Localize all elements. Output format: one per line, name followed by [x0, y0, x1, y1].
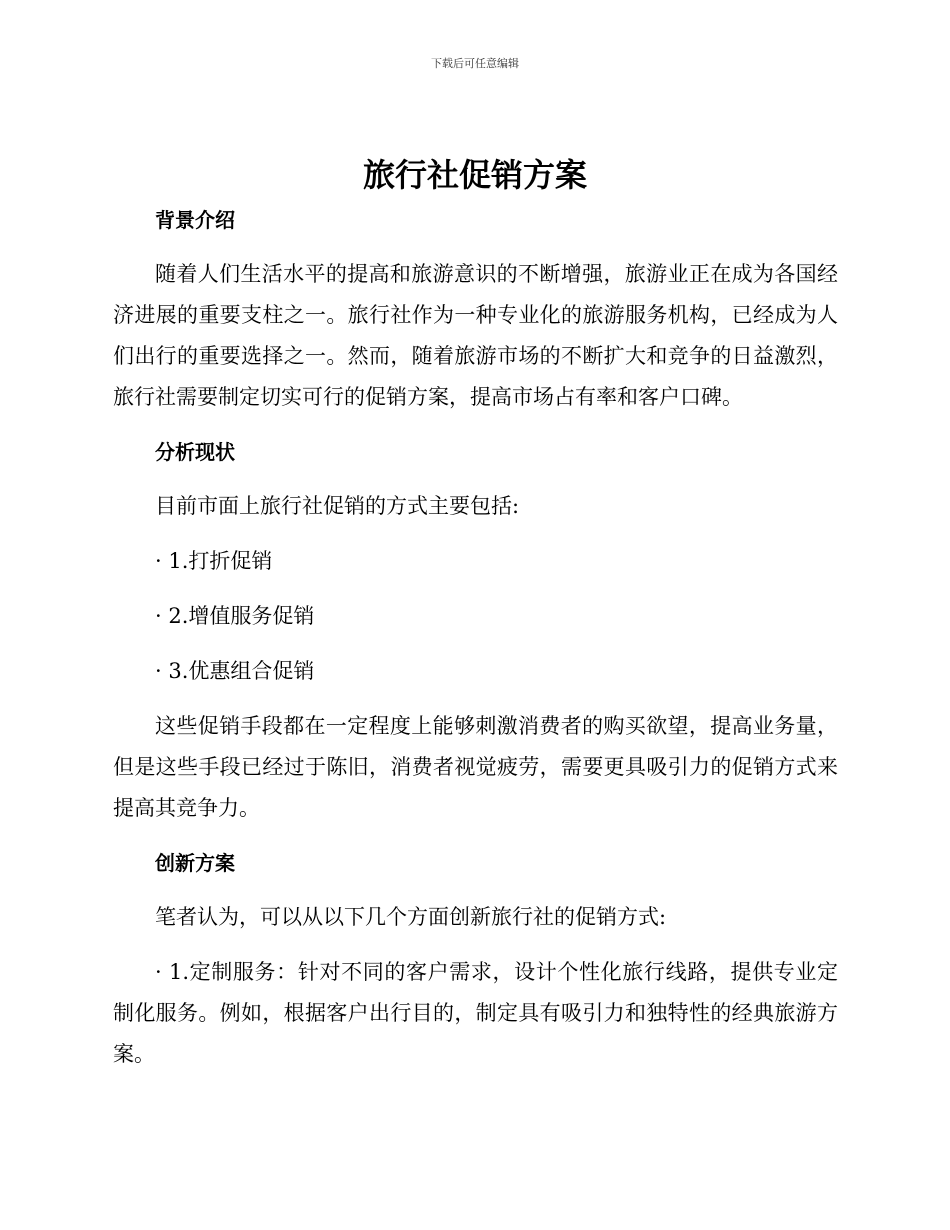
- section-heading-background: 背景介绍: [155, 208, 235, 232]
- document-title: 旅行社促销方案: [362, 156, 587, 194]
- document-body: [113, 200, 838, 1075]
- list-item: · 2.增值服务促销: [155, 604, 315, 628]
- section-heading-innovation: 创新方案: [155, 851, 235, 875]
- section-heading-analysis: 分析现状: [155, 440, 235, 464]
- innovation-intro: 笔者认为，可以从以下几个方面创新旅行社的促销方式:: [155, 905, 667, 929]
- list-item: · 1.打折促销: [155, 549, 273, 573]
- page-header-note: 下载后可任意编辑: [431, 57, 519, 70]
- list-item: · 1.定制服务：针对不同的客户需求，设计个性化旅行线路，提供专业定制化服务。例如，根据客户出行目的，制定具有吸引力和独特性的经典旅游方案。: [113, 960, 838, 1066]
- list-item: · 3.优惠组合促销: [155, 659, 315, 683]
- background-paragraph: 随着人们生活水平的提高和旅游意识的不断增强，旅游业正在成为各国经济进展的重要支柱之一。旅行社作为一种专业化的旅游服务机构，已经成为人们出行的重要选择之一。然而，随着旅游市场的不断扩大和竞争的日益激烈，旅行社需要制定切实可行的促销方案，提高市场占有率和客户口碑。: [113, 262, 838, 409]
- analysis-intro: 目前市面上旅行社促销的方式主要包括:: [155, 494, 520, 518]
- analysis-conclusion: 这些促销手段都在一定程度上能够刺激消费者的购买欲望，提高业务量，但是这些手段已经过于陈旧，消费者视觉疲劳，需要更具吸引力的促销方式来提高其竞争力。: [113, 714, 838, 820]
